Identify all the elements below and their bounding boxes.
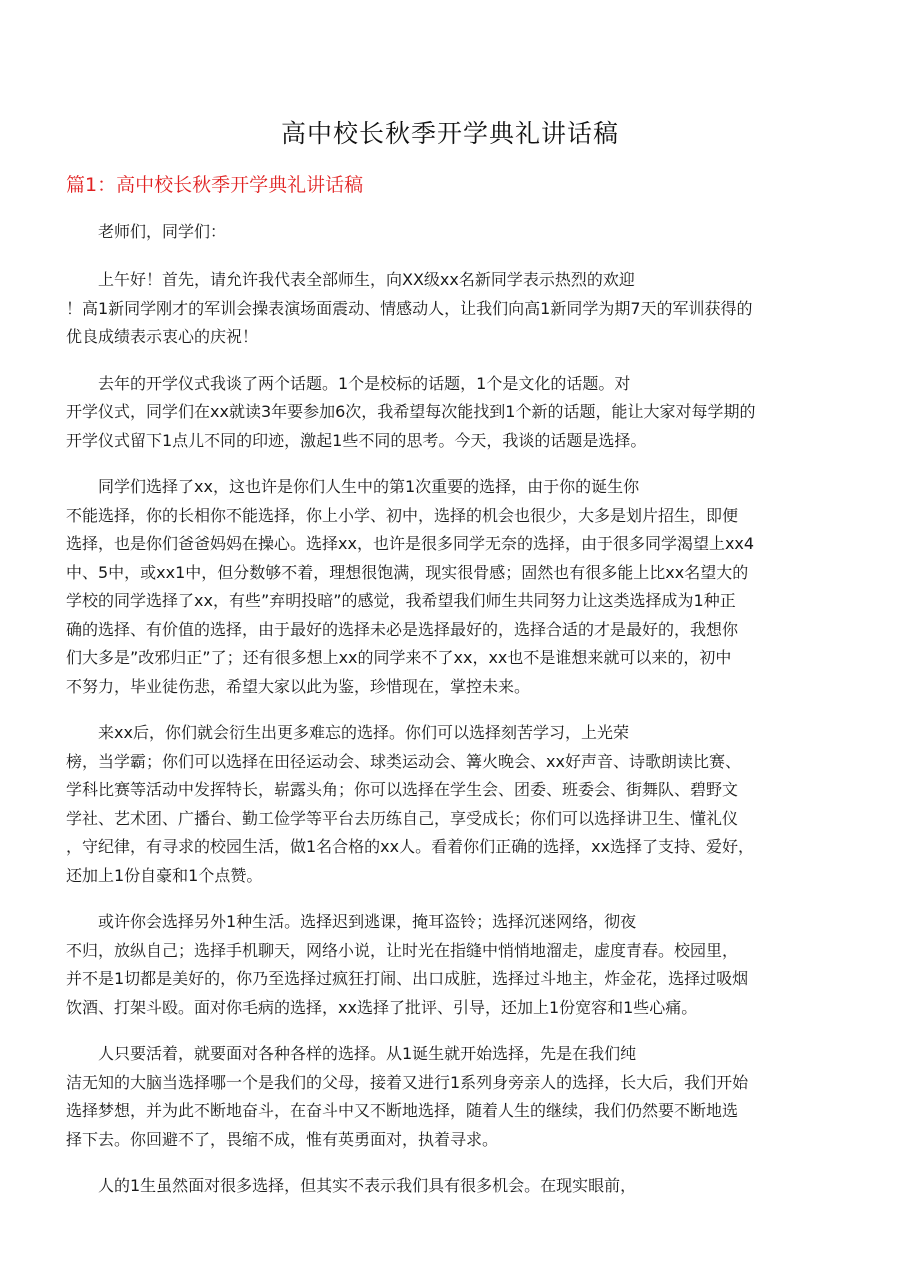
document-title: 高中校长秋季开学典礼讲话稿	[280, 119, 619, 148]
paragraph-line: 不能选择，你的长相你不能选择，你上小学、初中，选择的机会也很少，大多是划片招生，即便	[66, 505, 739, 525]
paragraph-line: 择下去。你回避不了，畏缩不成，惟有英勇面对，执着寻求。	[66, 1129, 499, 1149]
paragraph-line: 并不是1切都是美好的，你乃至选择过疯狂打闹、出口成脏，选择过斗地主，炸金花，选择过吸烟	[66, 969, 749, 988]
paragraph-line: 榜，当学霸；你们可以选择在田径运动会、球类运动会、篝火晚会、xx好声音、诗歌朗读比赛、	[66, 751, 741, 771]
paragraph-line: 们大多是”改邪归正”了；还有很多想上xx的同学来不了xx，xx也不是谁想来就可以来的，初中	[66, 648, 732, 667]
document-body	[66, 218, 840, 1219]
section-heading: 篇1：高中校长秋季开学典礼讲话稿	[66, 174, 364, 196]
greeting: 老师们，同学们：	[98, 222, 227, 241]
paragraph-line: 人只要活着，就要面对各种各样的选择。从1诞生就开始选择，先是在我们纯	[98, 1044, 637, 1063]
paragraph-line: 或许你会选择另外1种生活。选择迟到逃课，掩耳盗铃；选择沉迷网络，彻夜	[98, 912, 637, 931]
paragraph-line: 饮酒、打架斗殴。面对你毛病的选择，xx选择了批评、引导，还加上1份宽容和1些心痛。	[66, 997, 698, 1017]
paragraph-line: 学校的同学选择了xx，有些”弃明投暗”的感觉，我希望我们师生共同努力让这类选择成为1种正	[66, 591, 736, 610]
paragraph-line: 开学仪式，同学们在xx就读3年要参加6次，我希望每次能找到1个新的话题，能让大家对每学期的	[66, 402, 756, 421]
paragraph-line: 来xx后，你们就会衍生出更多难忘的选择。你们可以选择刻苦学习，上光荣	[98, 723, 629, 742]
paragraph	[66, 1172, 840, 1201]
paragraph	[66, 719, 840, 890]
paragraph-line: ！高1新同学刚才的军训会操表演场面震动、情感动人，让我们向高1新同学为期7天的军训获得的	[66, 298, 753, 318]
paragraph	[66, 908, 840, 1022]
paragraph	[66, 1040, 840, 1154]
paragraph-line: 开学仪式留下1点儿不同的印迹，激起1些不同的思考。今天，我谈的话题是选择。	[66, 430, 647, 450]
paragraph-line: 确的选择、有价值的选择，由于最好的选择未必是选择最好的，选择合适的才是最好的，我想你	[66, 619, 739, 639]
paragraph-line: 还加上1份自豪和1个点赞。	[66, 865, 263, 885]
paragraph-line: 去年的开学仪式我谈了两个话题。1个是校标的话题，1个是文化的话题。对	[98, 373, 631, 393]
paragraph	[66, 473, 840, 701]
paragraph-line: 学科比赛等活动中发挥特长，崭露头角；你可以选择在学生会、团委、班委会、街舞队、碧野文	[66, 780, 739, 799]
paragraph-line: 不努力，毕业徒伤悲，希望大家以此为鉴，珍惜现在，掌控未来。	[66, 676, 531, 696]
paragraph-line: 学社、艺术团、广播台、勤工俭学等平台去历练自己，享受成长；你们可以选择讲卫生、懂礼仪	[66, 808, 739, 828]
paragraph-line: ，守纪律，有寻求的校园生活，做1名合格的xx人。看着你们正确的选择，xx选择了支持、爱好，	[66, 837, 755, 856]
paragraph-line: 上午好！首先，请允许我代表全部师生，向XX级xx名新同学表示热烈的欢迎	[98, 270, 635, 289]
paragraph-line: 同学们选择了xx，这也许是你们人生中的第1次重要的选择，由于你的诞生你	[98, 477, 640, 496]
paragraph	[66, 266, 840, 352]
paragraph-line: 选择，也是你们爸爸妈妈在操心。选择xx，也许是很多同学无奈的选择，由于很多同学渴望上xx4	[66, 534, 755, 553]
paragraph-line: 洁无知的大脑当选择哪一个是我们的父母，接着又进行1系列身旁亲人的选择，长大后，我们开始	[66, 1072, 749, 1092]
paragraph	[66, 370, 840, 456]
paragraph-line: 人的1生虽然面对很多选择，但其实不表示我们具有很多机会。在现实眼前，	[98, 1176, 637, 1195]
paragraph-line: 中、5中，或xx1中，但分数够不着，理想很饱满，现实很骨感；固然也有很多能上比xx名望大的	[66, 562, 749, 582]
paragraph-line: 优良成绩表示衷心的庆祝！	[66, 327, 259, 346]
paragraph-line: 选择梦想，并为此不断地奋斗，在奋斗中又不断地选择，随着人生的继续，我们仍然要不断地选	[66, 1101, 739, 1120]
paragraph-line: 不归，放纵自己；选择手机聊天，网络小说，让时光在指缝中悄悄地溜走，虚度青春。校园里，	[66, 940, 739, 960]
